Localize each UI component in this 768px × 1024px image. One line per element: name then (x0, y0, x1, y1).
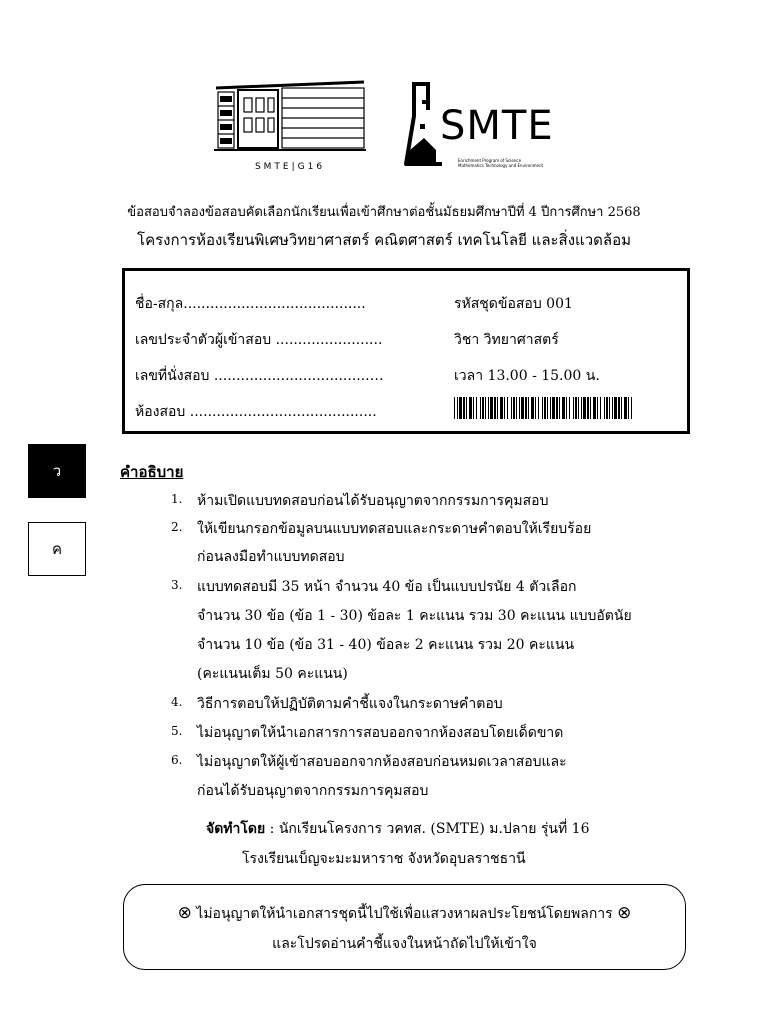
notice-line-2: และโปรดอ่านคำชี้แจงในหน้าถัดไปให้เข้าใจ (272, 936, 537, 952)
instruction-text-continued: จำนวน 30 ข้อ (ข้อ 1 - 30) ข้อละ 1 คะแนน รวม 30 คะแนน แบบอัตนัย (197, 608, 632, 624)
prohibited-icon: ⊗ (177, 903, 192, 923)
notice-line-1 (124, 903, 685, 925)
instruction-text: แบบทดสอบมี 35 หน้า จำนวน 40 ข้อ เป็นแบบปรนัย 4 ตัวเลือก (197, 579, 577, 595)
prohibited-icon: ⊗ (617, 903, 632, 923)
program-title: โครงการห้องเรียนพิเศษวิทยาศาสตร์ คณิตศาสตร์ เทคโนโลยี และสิ่งแวดล้อม (137, 231, 631, 249)
exam-set-code: รหัสชุดข้อสอบ 001 (454, 296, 573, 312)
exam-time: เวลา 13.00 - 15.00 น. (454, 368, 600, 384)
instruction-text: ไม่อนุญาตให้ผู้เข้าสอบออกจากห้องสอบก่อนหมดเวลาสอบและ (197, 754, 567, 770)
instruction-number: 6. (171, 753, 183, 767)
instruction-item (171, 518, 592, 540)
instruction-text-continued: ก่อนได้รับอนุญาตจากกรรมการคุมสอบ (197, 783, 429, 799)
exam-subject: วิชา วิทยาศาสตร์ (454, 332, 559, 348)
instruction-item (171, 490, 549, 512)
exam-title: ข้อสอบจำลองข้อสอบคัดเลือกนักเรียนเพื่อเข้าศึกษาต่อชั้นมัธยมศึกษาปีที่ 4 ปีการศึกษา 2568 (127, 205, 641, 220)
notice-box (123, 884, 686, 970)
barcode (454, 397, 634, 419)
organizer-school: โรงเรียนเบ็ญจะมะมหาราช จังหวัดอุบลราชธานี (242, 851, 526, 867)
name-field: ชื่อ-สกุล......................................... (135, 296, 366, 312)
organizer-text: : นักเรียนโครงการ วคทส. (SMTE) ม.ปลาย รุ่นที่ 16 (265, 821, 590, 837)
instruction-number: 5. (171, 724, 183, 738)
smte-logo-subtitle: Enrichment Program of Science Mathematics Technology and Environment (458, 158, 544, 168)
instruction-number: 1. (171, 492, 183, 506)
instruction-text: ไม่อนุญาตให้นำเอกสารการสอบออกจากห้องสอบโดยเด็ดขาด (197, 725, 564, 741)
instruction-number: 4. (171, 695, 183, 709)
side-tab-math: ค (28, 522, 86, 576)
instruction-text: ให้เขียนกรอกข้อมูลบนแบบทดสอบและกระดาษคำตอบให้เรียบร้อย (197, 521, 592, 537)
barcode-graphic (454, 397, 634, 419)
exam-room-field: ห้องสอบ .......................................... (135, 404, 377, 420)
side-tab-science: ว (28, 444, 86, 498)
instruction-item (171, 693, 503, 715)
building-logo (214, 78, 366, 176)
instruction-item (171, 722, 564, 744)
instruction-text-continued: จำนวน 10 ข้อ (ข้อ 31 - 40) ข้อละ 2 คะแนน รวม 20 คะแนน (197, 637, 575, 653)
organizer-label: จัดทำโดย (206, 821, 266, 837)
instruction-text-continued: (คะแนนเต็ม 50 คะแนน) (197, 666, 348, 682)
notice-text-1: ไม่อนุญาตให้นำเอกสารชุดนี้ไปใช้เพื่อแสวงหาผลประโยชน์โดยพลการ (196, 906, 613, 922)
instruction-number: 2. (171, 520, 183, 534)
smte-logo-word: SMTE (440, 103, 554, 149)
building-logo-caption: SMTE|G16 (254, 162, 326, 172)
instruction-item (171, 751, 567, 773)
instructions-heading: คำอธิบาย (120, 463, 184, 481)
organizer-line (206, 818, 590, 840)
instruction-text-continued: ก่อนลงมือทำแบบทดสอบ (197, 549, 345, 565)
instruction-text: ห้ามเปิดแบบทดสอบก่อนได้รับอนุญาตจากกรรมการคุมสอบ (197, 493, 549, 509)
exam-id-field: เลขประจำตัวผู้เข้าสอบ ........................ (135, 332, 383, 348)
instruction-text: วิธีการตอบให้ปฏิบัติตามคำชี้แจงในกระดาษคำตอบ (197, 696, 503, 712)
candidate-info-box (122, 268, 690, 434)
instruction-number: 3. (171, 578, 183, 592)
seat-number-field: เลขที่นั่งสอบ ...................................… (135, 368, 384, 384)
instruction-item (171, 576, 577, 598)
building-logo-graphic (214, 78, 366, 158)
smte-logo (402, 80, 562, 172)
